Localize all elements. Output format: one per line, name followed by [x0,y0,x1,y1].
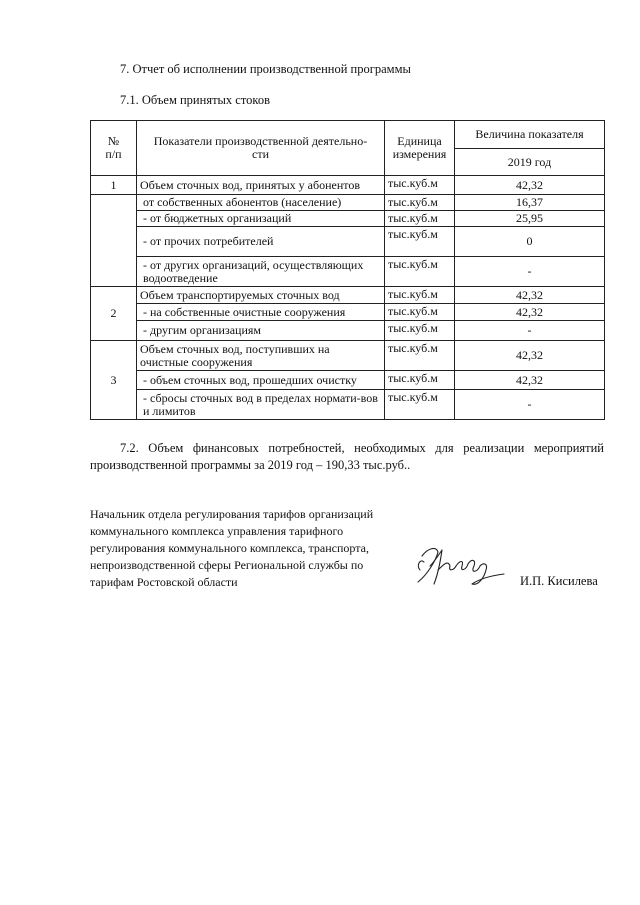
section-title: 7. Отчет об исполнении производственной программы [120,62,411,76]
table-row [91,195,605,211]
row-unit: тыс.куб.м [385,195,455,211]
signer-line: тарифам Ростовской области [90,575,238,589]
row-value: - [455,321,605,341]
row-unit: тыс.куб.м [385,257,455,287]
header-unit: Единица измерения [385,121,455,176]
row-value: 42,32 [455,304,605,321]
signer-line: непроизводственной сферы Региональной службы по [90,558,364,572]
row-name: от собственных абонентов (население) [137,195,385,211]
row-value: 25,95 [455,211,605,227]
row-name: Объем сточных вод, поступивших на очистные сооружения [137,341,385,371]
row-unit: тыс.куб.м [385,341,455,371]
table-row [91,176,605,195]
row-name: - от бюджетных организаций [137,211,385,227]
table-row [91,287,605,304]
row-value: 0 [455,227,605,257]
row-unit: тыс.куб.м [385,176,455,195]
row-unit: тыс.куб.м [385,211,455,227]
row-name: - сбросы сточных вод в пределах нормати-вов и лимитов [137,390,385,420]
row-unit: тыс.куб.м [385,304,455,321]
signer-name: И.П. Кисилева [520,574,598,588]
row-name: - от прочих потребителей [137,227,385,257]
row-value: 42,32 [455,341,605,371]
table-row [91,257,605,287]
header-num: № п/п [91,121,137,176]
row-name: - объем сточных вод, прошедших очистку [137,371,385,390]
paragraph-7-2: 7.2. Объем финансовых потребностей, необходимых для реализации мероприятий производственной программы за 2019 год – 190,33 тыс.руб.. [90,441,604,472]
row-num: 2 [91,287,137,341]
row-value: 42,32 [455,176,605,195]
handwritten-signature-icon [408,536,508,596]
row-value: 16,37 [455,195,605,211]
row-unit: тыс.куб.м [385,390,455,420]
table-row [91,390,605,420]
row-name: Объем транспортируемых сточных вод [137,287,385,304]
table-row [91,321,605,341]
table-row [91,211,605,227]
row-num: 3 [91,341,137,420]
signer-line: регулирования коммунального комплекса, транспорта, [90,541,369,555]
table-row [91,227,605,257]
row-unit: тыс.куб.м [385,321,455,341]
row-unit: тыс.куб.м [385,287,455,304]
row-value: - [455,257,605,287]
signer-line: Начальник отдела регулирования тарифов организаций [90,507,374,521]
table-row [91,341,605,371]
row-name: - на собственные очистные сооружения [137,304,385,321]
row-unit: тыс.куб.м [385,371,455,390]
header-indicator: Показатели производственной деятельно- сти [137,121,385,176]
signer-block [90,506,410,591]
row-value: 42,32 [455,371,605,390]
row-value: 42,32 [455,287,605,304]
row-num [91,195,137,287]
row-name: Объем сточных вод, принятых у абонентов [137,176,385,195]
subsection-title: 7.1. Объем принятых стоков [120,93,270,107]
table-row [91,371,605,390]
table-row [91,304,605,321]
row-value: - [455,390,605,420]
header-value-group: Величина показателя [455,121,605,149]
row-num: 1 [91,176,137,195]
row-name: - от других организаций, осуществляющих водоотведение [137,257,385,287]
signer-line: коммунального комплекса управления тарифного [90,524,344,538]
header-year: 2019 год [455,149,605,176]
row-name: - другим организациям [137,321,385,341]
row-unit: тыс.куб.м [385,227,455,257]
wastewater-table [90,120,605,420]
